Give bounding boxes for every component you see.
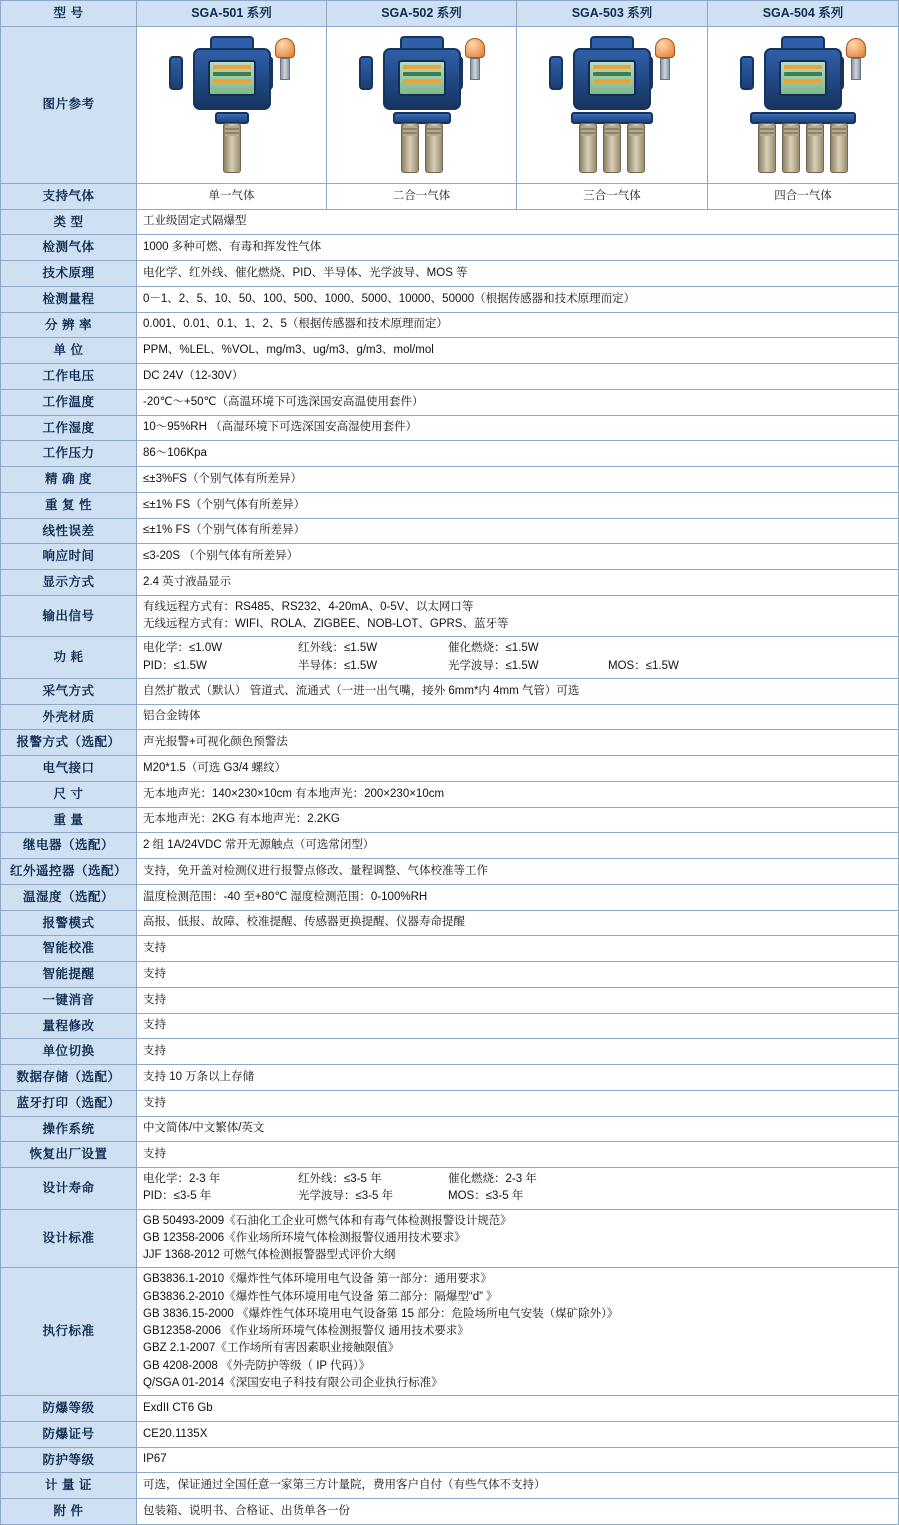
- row-value: 10～95%RH （高湿环境下可选深国安高湿使用套件）: [137, 415, 899, 441]
- row-label: 工作电压: [1, 364, 137, 390]
- row-value: CE20.1135X: [137, 1421, 899, 1447]
- row-label-design-life: 设计寿命: [1, 1168, 137, 1210]
- row-value: DC 24V（12-30V）: [137, 364, 899, 390]
- gas-support-2: 二合一气体: [327, 183, 517, 209]
- table-row: [1, 1013, 899, 1039]
- row-value: 86～106Kpa: [137, 441, 899, 467]
- row-value-output-signal: [137, 595, 899, 637]
- table-row: [1, 1039, 899, 1065]
- row-label: 量程修改: [1, 1013, 137, 1039]
- life-item: MOS：≤3-5 年: [448, 1190, 524, 1203]
- table-row: [1, 910, 899, 936]
- row-value: 无本地声光：2KG 有本地声光：2.2KG: [137, 807, 899, 833]
- row-value: 电化学、红外线、催化燃烧、PID、半导体、光学波导、MOS 等: [137, 261, 899, 287]
- row-value: ExdII CT6 Gb: [137, 1396, 899, 1422]
- table-row: [1, 570, 899, 596]
- table-row: [1, 962, 899, 988]
- row-value: 支持，免开盖对检测仪进行报警点修改、量程调整、气体校准等工作: [137, 859, 899, 885]
- table-row: [1, 492, 899, 518]
- life-item: 电化学：2-3 年: [143, 1173, 221, 1185]
- product-image-3: [517, 26, 708, 183]
- table-row: [1, 730, 899, 756]
- table-row: [1, 518, 899, 544]
- row-label: 显示方式: [1, 570, 137, 596]
- row-label-exec-standard: 执行标准: [1, 1268, 137, 1396]
- table-row: [1, 1065, 899, 1091]
- row-label: 防爆证号: [1, 1421, 137, 1447]
- row-label: 操作系统: [1, 1116, 137, 1142]
- table-row: [1, 781, 899, 807]
- row-label: 附 件: [1, 1499, 137, 1525]
- life-item: 催化燃烧：2-3 年: [448, 1173, 537, 1185]
- row-value: ≤±1% FS（个别气体有所差异）: [137, 518, 899, 544]
- table-row: [1, 364, 899, 390]
- table-row: [1, 441, 899, 467]
- table-row: [1, 1142, 899, 1168]
- row-value: 自然扩散式（默认） 管道式、流通式（一进一出气嘴，接外 6mm*内 4mm 气管）可选: [137, 678, 899, 704]
- row-label: 报警方式（选配）: [1, 730, 137, 756]
- life-item: 红外线：≤3-5 年: [298, 1173, 382, 1185]
- row-label: 防爆等级: [1, 1396, 137, 1422]
- power-item: 红外线：≤1.5W: [298, 642, 378, 655]
- row-label: 报警模式: [1, 910, 137, 936]
- row-value: 中文简体/中文繁体/英文: [137, 1116, 899, 1142]
- row-label: 数据存储（选配）: [1, 1065, 137, 1091]
- model-header-1: SGA-501 系列: [137, 1, 327, 27]
- table-row-model: [1, 1, 899, 27]
- row-value: 0－1、2、5、10、50、100、500、1000、5000、10000、50000（根据传感器和技术原理而定）: [137, 286, 899, 312]
- row-value: 声光报警+可视化颜色预警法: [137, 730, 899, 756]
- row-label-gas-support: 支持气体: [1, 183, 137, 209]
- table-row: [1, 415, 899, 441]
- life-line-2: [143, 1188, 892, 1205]
- row-label-output-signal: 输出信号: [1, 595, 137, 637]
- gas-detector-icon-3: [537, 30, 687, 180]
- gas-detector-icon-4: [728, 30, 878, 180]
- table-row: [1, 1090, 899, 1116]
- table-row: [1, 544, 899, 570]
- row-value: 温度检测范围：-40 至+80℃ 湿度检测范围：0-100%RH: [137, 884, 899, 910]
- product-image-1: [137, 26, 327, 183]
- power-item: 光学波导：≤1.5W: [448, 659, 539, 672]
- row-value-design-life: [137, 1168, 899, 1210]
- row-value: 支持 10 万条以上存储: [137, 1065, 899, 1091]
- row-label: 类 型: [1, 209, 137, 235]
- row-label: 响应时间: [1, 544, 137, 570]
- gas-support-4: 四合一气体: [708, 183, 899, 209]
- row-label: 恢复出厂设置: [1, 1142, 137, 1168]
- table-row: [1, 312, 899, 338]
- table-row: [1, 987, 899, 1013]
- row-label: 蓝牙打印（选配）: [1, 1090, 137, 1116]
- row-label: 工作压力: [1, 441, 137, 467]
- row-value: ≤±1% FS（个别气体有所差异）: [137, 492, 899, 518]
- power-item: MOS：≤1.5W: [608, 659, 679, 672]
- standard-line: JJF 1368-2012 可燃气体检测报警器型式评价大纲: [143, 1249, 396, 1261]
- gas-support-1: 单一气体: [137, 183, 327, 209]
- row-value: 支持: [137, 987, 899, 1013]
- row-value: 高报、低报、故障、校准提醒、传感器更换提醒、仪器寿命提醒: [137, 910, 899, 936]
- table-row: [1, 884, 899, 910]
- row-value: 可选，保证通过全国任意一家第三方计量院，费用客户自付（有些气体不支持）: [137, 1473, 899, 1499]
- row-label: 重 量: [1, 807, 137, 833]
- table-row-design-standard: [1, 1209, 899, 1268]
- row-value: 包装箱、说明书、合格证、出货单各一份: [137, 1499, 899, 1525]
- gas-support-3: 三合一气体: [517, 183, 708, 209]
- model-header-4: SGA-504 系列: [708, 1, 899, 27]
- model-header-2: SGA-502 系列: [327, 1, 517, 27]
- row-value: ≤3-20S （个别气体有所差异）: [137, 544, 899, 570]
- row-label: 继电器（选配）: [1, 833, 137, 859]
- table-row-design-life: [1, 1168, 899, 1210]
- row-label: 工作湿度: [1, 415, 137, 441]
- row-label: 工作温度: [1, 389, 137, 415]
- row-label: 一键消音: [1, 987, 137, 1013]
- power-line-2: [143, 658, 892, 675]
- table-row: [1, 389, 899, 415]
- table-row: [1, 1421, 899, 1447]
- standard-line: Q/SGA 01-2014《深国安电子科技有限公司企业执行标准》: [143, 1376, 443, 1389]
- row-label: 检测气体: [1, 235, 137, 261]
- standard-line: GB 12358-2006《作业场所环境气体检测报警仪通用技术要求》: [143, 1231, 466, 1244]
- table-row: [1, 807, 899, 833]
- standard-line: GBZ 2.1-2007《工作场所有害因素职业接触限值》: [143, 1342, 400, 1355]
- row-value-power: [137, 637, 899, 679]
- row-value: PPM、%LEL、%VOL、mg/m3、ug/m3、g/m3、mol/mol: [137, 338, 899, 364]
- row-label-power: 功 耗: [1, 637, 137, 679]
- table-row: [1, 1473, 899, 1499]
- row-label: 防护等级: [1, 1447, 137, 1473]
- power-item: 电化学：≤1.0W: [143, 642, 223, 655]
- row-label-model: 型 号: [1, 1, 137, 27]
- table-row: [1, 1499, 899, 1525]
- product-image-4: [708, 26, 899, 183]
- row-value: 支持: [137, 1039, 899, 1065]
- table-row: [1, 833, 899, 859]
- table-row: [1, 756, 899, 782]
- table-row: [1, 209, 899, 235]
- table-row-power: [1, 637, 899, 679]
- table-row: [1, 1116, 899, 1142]
- row-label: 采气方式: [1, 678, 137, 704]
- row-value: M20*1.5（可选 G3/4 螺纹）: [137, 756, 899, 782]
- row-label: 单 位: [1, 338, 137, 364]
- table-row: [1, 1447, 899, 1473]
- table-row: [1, 286, 899, 312]
- row-label: 线性误差: [1, 518, 137, 544]
- standard-line: GB 50493-2009《石油化工企业可燃气体和有毒气体检测报警设计规范》: [143, 1214, 512, 1227]
- row-value: 支持: [137, 1142, 899, 1168]
- row-label: 技术原理: [1, 261, 137, 287]
- row-value: 2.4 英寸液晶显示: [137, 570, 899, 596]
- table-row-output-signal: [1, 595, 899, 637]
- standard-line: GB3836.1-2010《爆炸性气体环境用电气设备 第一部分：通用要求》: [143, 1273, 492, 1286]
- row-label: 检测量程: [1, 286, 137, 312]
- power-item: PID：≤1.5W: [143, 659, 207, 672]
- table-row: [1, 704, 899, 730]
- row-label: 分 辨 率: [1, 312, 137, 338]
- output-wireless: 无线远程方式有：WIFI、ROLA、ZIGBEE、NOB-LOT、GPRS、蓝牙等: [143, 618, 509, 630]
- row-value: IP67: [137, 1447, 899, 1473]
- table-row: [1, 1396, 899, 1422]
- row-label: 单位切换: [1, 1039, 137, 1065]
- row-value-exec-standard: [137, 1268, 899, 1396]
- row-label: 智能提醒: [1, 962, 137, 988]
- table-row-gas-support: [1, 183, 899, 209]
- row-label-design-standard: 设计标准: [1, 1209, 137, 1268]
- row-value: ≤±3%FS（个别气体有所差异）: [137, 467, 899, 493]
- table-row: [1, 859, 899, 885]
- row-value: -20℃～+50℃（高温环境下可选深国安高温使用套件）: [137, 389, 899, 415]
- row-label: 尺 寸: [1, 781, 137, 807]
- row-label-image: 图片参考: [1, 26, 137, 183]
- row-label: 智能校准: [1, 936, 137, 962]
- power-item: 半导体：≤1.5W: [298, 659, 378, 672]
- row-label: 红外遥控器（选配）: [1, 859, 137, 885]
- row-value: 工业级固定式隔爆型: [137, 209, 899, 235]
- standard-line: GB3836.2-2010《爆炸性气体环境用电气设备 第二部分：隔爆型“d” 》: [143, 1290, 498, 1303]
- power-line-1: [143, 640, 892, 657]
- row-value: 支持: [137, 1013, 899, 1039]
- standard-line: GB12358-2006 《作业场所环境气体检测报警仪 通用技术要求》: [143, 1325, 469, 1337]
- life-item: 光学波导：≤3-5 年: [298, 1190, 394, 1203]
- life-item: PID：≤3-5 年: [143, 1190, 212, 1203]
- table-row: [1, 678, 899, 704]
- row-label: 重 复 性: [1, 492, 137, 518]
- row-value: 0.001、0.01、0.1、1、2、5（根据传感器和技术原理而定）: [137, 312, 899, 338]
- table-row: [1, 936, 899, 962]
- row-value: 支持: [137, 936, 899, 962]
- row-value: 支持: [137, 1090, 899, 1116]
- row-label: 温湿度（选配）: [1, 884, 137, 910]
- table-row-image: [1, 26, 899, 183]
- row-label: 外壳材质: [1, 704, 137, 730]
- model-header-3: SGA-503 系列: [517, 1, 708, 27]
- power-item: 催化燃烧：≤1.5W: [448, 642, 539, 655]
- table-row-exec-standard: [1, 1268, 899, 1396]
- standard-line: GB 4208-2008 《外壳防护等级（ IP 代码）》: [143, 1359, 371, 1372]
- row-value-design-standard: [137, 1209, 899, 1268]
- row-label: 计 量 证: [1, 1473, 137, 1499]
- output-wired: 有线远程方式有：RS485、RS232、4-20mA、0-5V、以太网口等: [143, 600, 474, 613]
- row-label: 电气接口: [1, 756, 137, 782]
- product-image-2: [327, 26, 517, 183]
- table-row: [1, 261, 899, 287]
- row-label: 精 确 度: [1, 467, 137, 493]
- table-row: [1, 338, 899, 364]
- row-value: 铝合金铸体: [137, 704, 899, 730]
- row-value: 2 组 1A/24VDC 常开无源触点（可选常闭型）: [137, 833, 899, 859]
- table-row: [1, 235, 899, 261]
- row-value: 无本地声光：140×230×10cm 有本地声光：200×230×10cm: [137, 781, 899, 807]
- row-value: 1000 多种可燃、有毒和挥发性气体: [137, 235, 899, 261]
- row-value: 支持: [137, 962, 899, 988]
- life-line-1: [143, 1171, 892, 1188]
- gas-detector-icon-2: [347, 30, 497, 180]
- gas-detector-icon-1: [157, 30, 307, 180]
- standard-line: GB 3836.15-2000 《爆炸性气体环境用电气设备第 15 部分：危险场所电气安装（煤矿除外）》: [143, 1307, 619, 1320]
- table-row: [1, 467, 899, 493]
